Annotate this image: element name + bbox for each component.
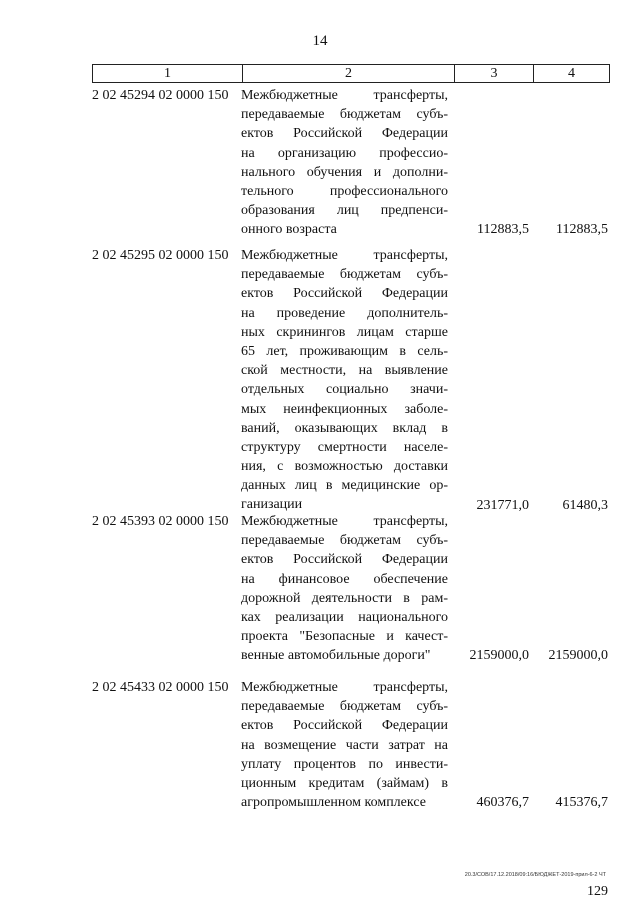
description-line: агропромышленном комплексе bbox=[241, 795, 426, 811]
row-description bbox=[241, 246, 448, 515]
amount-col-4: 112883,5 bbox=[556, 222, 608, 238]
description-line: на проведение дополнитель- bbox=[241, 305, 448, 321]
description-line: Межбюджетные трансферты, bbox=[241, 248, 448, 263]
description-line: отдельных социально значи- bbox=[241, 382, 448, 398]
header-col-1: 1 bbox=[164, 66, 171, 81]
amount-col-3: 2159000,0 bbox=[469, 648, 529, 664]
description-line: Межбюджетные трансферты, bbox=[241, 680, 448, 695]
table-header bbox=[92, 64, 610, 83]
description-line: уплату процентов по инвести- bbox=[241, 756, 448, 772]
footer-reference: 20.3/СОВ/17.12.2018/09:16/БЮДЖЕТ-2019-прил-6-2 ЧТ bbox=[464, 872, 606, 878]
row-description bbox=[241, 512, 448, 666]
description-line: дорожной деятельности в рам- bbox=[241, 590, 448, 606]
description-line: передаваемые бюджетам субъ- bbox=[241, 267, 448, 283]
description-line: передаваемые бюджетам субъ- bbox=[241, 107, 448, 123]
description-line: ваний, оказывающих вклад в bbox=[241, 420, 448, 436]
description-line: ектов Российской Федерации bbox=[241, 552, 448, 568]
description-line: структуру смертности населе- bbox=[241, 439, 448, 455]
budget-code: 2 02 45294 02 0000 150 bbox=[92, 88, 229, 103]
description-line: ных скринингов лицам старше bbox=[241, 324, 448, 340]
description-line: на организацию профессио- bbox=[241, 145, 448, 161]
description-line: образования лиц предпенси- bbox=[241, 203, 448, 219]
amount-col-4: 2159000,0 bbox=[548, 648, 608, 664]
budget-code: 2 02 45393 02 0000 150 bbox=[92, 514, 229, 529]
description-line: на возмещение части затрат на bbox=[241, 737, 448, 753]
description-line: Межбюджетные трансферты, bbox=[241, 514, 448, 529]
header-col-4: 4 bbox=[568, 66, 575, 81]
description-line: проекта "Безопасные и качест- bbox=[241, 629, 448, 645]
description-line: тельного профессионального bbox=[241, 183, 448, 199]
page-number-bottom: 129 bbox=[587, 884, 608, 899]
page-number-top: 14 bbox=[312, 33, 328, 49]
description-line: ской местности, на выявление bbox=[241, 363, 448, 379]
description-line: венные автомобильные дороги" bbox=[241, 648, 431, 664]
description-line: ния, с возможностью доставки bbox=[241, 459, 448, 475]
description-line: данных лиц в медицинские ор- bbox=[241, 478, 448, 494]
description-line: мых неинфекционных заболе- bbox=[241, 401, 448, 417]
description-line: 65 лет, проживающим в сель- bbox=[241, 343, 448, 359]
amount-col-4: 415376,7 bbox=[555, 795, 608, 811]
budget-code: 2 02 45295 02 0000 150 bbox=[92, 248, 229, 263]
row-description bbox=[241, 86, 448, 240]
description-line: ганизации bbox=[241, 497, 303, 513]
description-line: Межбюджетные трансферты, bbox=[241, 88, 448, 103]
header-col-3: 3 bbox=[490, 66, 498, 81]
description-line: ектов Российской Федерации bbox=[241, 286, 448, 302]
amount-col-3: 112883,5 bbox=[477, 222, 529, 238]
description-line: на финансовое обеспечение bbox=[241, 571, 448, 587]
description-line: передаваемые бюджетам субъ- bbox=[241, 533, 448, 549]
amount-col-3: 460376,7 bbox=[476, 795, 529, 811]
description-line: ках реализации национального bbox=[241, 609, 448, 625]
amount-col-3: 231771,0 bbox=[476, 497, 529, 513]
description-line: онного возраста bbox=[241, 222, 337, 238]
row-description bbox=[241, 678, 448, 812]
amount-col-4: 61480,3 bbox=[562, 497, 608, 513]
description-line: ектов Российской Федерации bbox=[241, 126, 448, 142]
description-line: ектов Российской Федерации bbox=[241, 718, 448, 734]
description-line: нального обучения и дополни- bbox=[241, 164, 448, 180]
header-col-2: 2 bbox=[345, 66, 352, 81]
description-line: передаваемые бюджетам субъ- bbox=[241, 699, 448, 715]
description-line: ционным кредитам (займам) в bbox=[241, 775, 448, 791]
budget-code: 2 02 45433 02 0000 150 bbox=[92, 680, 229, 695]
